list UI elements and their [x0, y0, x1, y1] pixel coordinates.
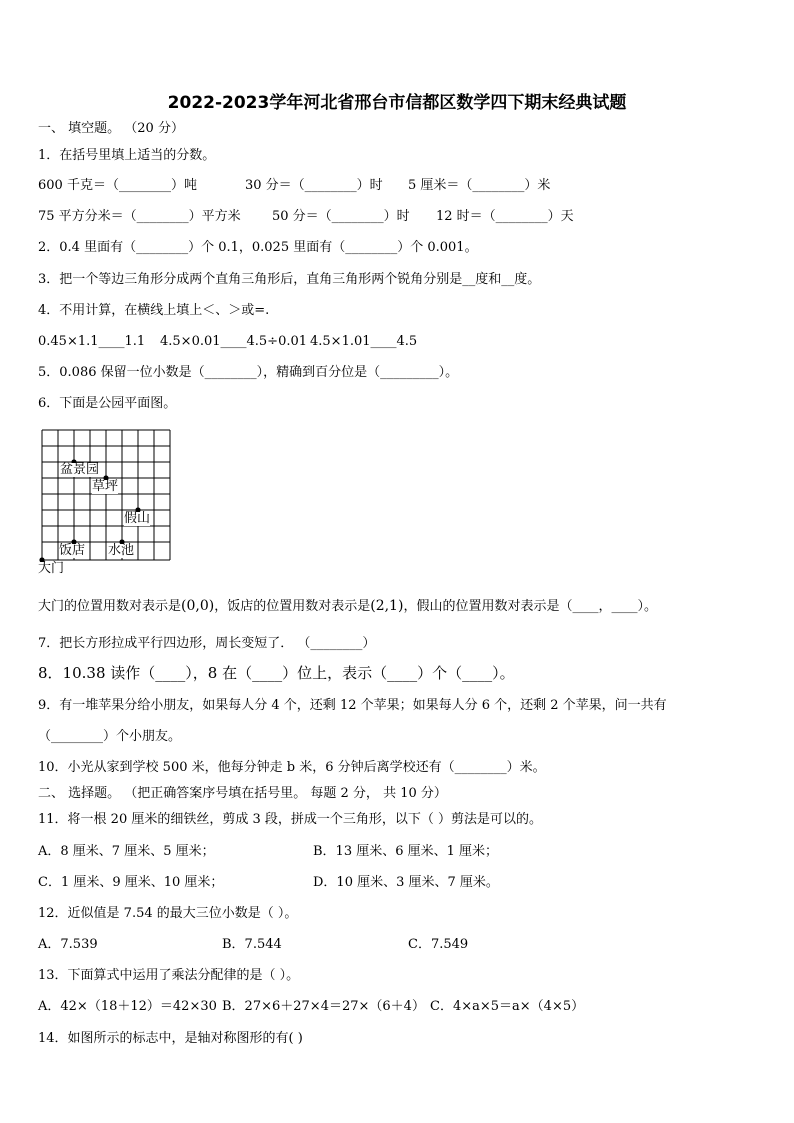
question-12: 12．近似值是 7.54 的最大三位小数是（ ）。	[38, 906, 298, 921]
question-6-text-mid: ，饭店的位置用数对表示是	[214, 599, 371, 614]
question-9-line-2: （________）个小朋友。	[38, 729, 182, 744]
question-7: 7．把长方形拉成平行四边形，周长变短了． （________）	[38, 636, 376, 651]
map-label-rockery: 假山	[124, 511, 151, 526]
question-1-item: 75 平方分米＝（________）平方米	[38, 209, 241, 224]
question-6-text-end: ，假山的位置用数对表示是（____，____）。	[403, 599, 657, 614]
park-map	[38, 428, 178, 578]
question-10: 10．小光从家到学校 500 米，他每分钟走 b 米，6 分钟后离学校还有（________）米。	[38, 760, 546, 775]
question-8: 8．10.38 读作（____），8 在（____）位上，表示（____）个（____）。	[38, 664, 515, 682]
map-label-gate: 大门	[38, 561, 65, 576]
question-12-option-c: C．7.549	[408, 937, 469, 952]
question-1-item: 50 分＝（________）时	[272, 209, 410, 224]
question-6: 6．下面是公园平面图。	[38, 396, 177, 411]
map-label-pool: 水池	[108, 543, 135, 558]
question-5: 5．0.086 保留一位小数是（________），精确到百分位是（_________）。	[38, 365, 459, 380]
question-1-item: 600 千克＝（________）吨	[38, 178, 197, 193]
question-11-option-d: D．10 厘米、3 厘米、7 厘米。	[313, 875, 499, 890]
question-12-option-a: A．7.539	[38, 937, 98, 952]
section-1-heading: 一、 填空题。 （20 分）	[38, 121, 184, 136]
question-6-text-start: 大门的位置用数对表示是	[38, 599, 182, 614]
question-1-item: 5 厘米＝（________）米	[408, 178, 551, 193]
page-title: 2022-2023学年河北省邢台市信都区数学四下期末经典试题	[167, 93, 627, 113]
question-2: 2．0.4 里面有（________）个 0.1，0.025 里面有（________）个 0.001。	[38, 240, 478, 255]
question-13-option-b: B．27×6＋27×4＝27×（6＋4）	[222, 999, 425, 1014]
map-label-restaurant: 饭店	[59, 543, 86, 558]
map-label-bonsai-garden: 盆景园	[60, 462, 100, 477]
question-3: 3．把一个等边三角形分成两个直角三角形后，直角三角形两个锐角分别是__度和__度。	[38, 272, 541, 287]
question-1: 1．在括号里填上适当的分数。	[38, 148, 216, 163]
question-13: 13．下面算式中运用了乘法分配律的是（ ）。	[38, 968, 300, 983]
question-11: 11．将一根 20 厘米的细铁丝，剪成 3 段，拼成一个三角形，以下（ ）剪法是可以的。	[38, 812, 543, 827]
question-13-option-a: A．42×（18＋12）＝42×30	[38, 999, 217, 1014]
gate-coordinate: (0,0)	[181, 598, 215, 614]
map-label-lawn: 草坪	[92, 479, 119, 494]
question-4-item: 0.45×1.1____1.1	[38, 334, 146, 349]
question-4-item: 4.5×0.01____4.5÷0.01	[160, 334, 308, 349]
question-13-option-c: C．4×a×5＝a×（4×5）	[430, 999, 585, 1014]
question-11-option-b: B．13 厘米、6 厘米、1 厘米；	[313, 844, 499, 859]
question-1-item: 12 时＝（________）天	[436, 209, 574, 224]
question-14: 14．如图所示的标志中，是轴对称图形的有( )	[38, 1031, 303, 1046]
question-11-option-c: C．1 厘米、9 厘米、10 厘米；	[38, 875, 224, 890]
restaurant-coordinate: (2,1)	[370, 598, 404, 614]
question-11-option-a: A．8 厘米、7 厘米、5 厘米；	[38, 844, 215, 859]
question-4: 4．不用计算，在横线上填上＜、＞或=.	[38, 303, 270, 318]
section-2-heading: 二、 选择题。 （把正确答案序号填在括号里。 每题 2 分， 共 10 分）	[38, 786, 447, 801]
question-1-item: 30 分＝（________）时	[245, 178, 383, 193]
question-12-option-b: B．7.544	[222, 937, 282, 952]
question-6-text	[38, 598, 657, 615]
question-9-line-1: 9．有一堆苹果分给小朋友，如果每人分 4 个，还剩 12 个苹果；如果每人分 6 个，还剩 2 个苹果，问一共有	[38, 698, 667, 713]
question-4-item: 4.5×1.01____4.5	[310, 334, 418, 349]
